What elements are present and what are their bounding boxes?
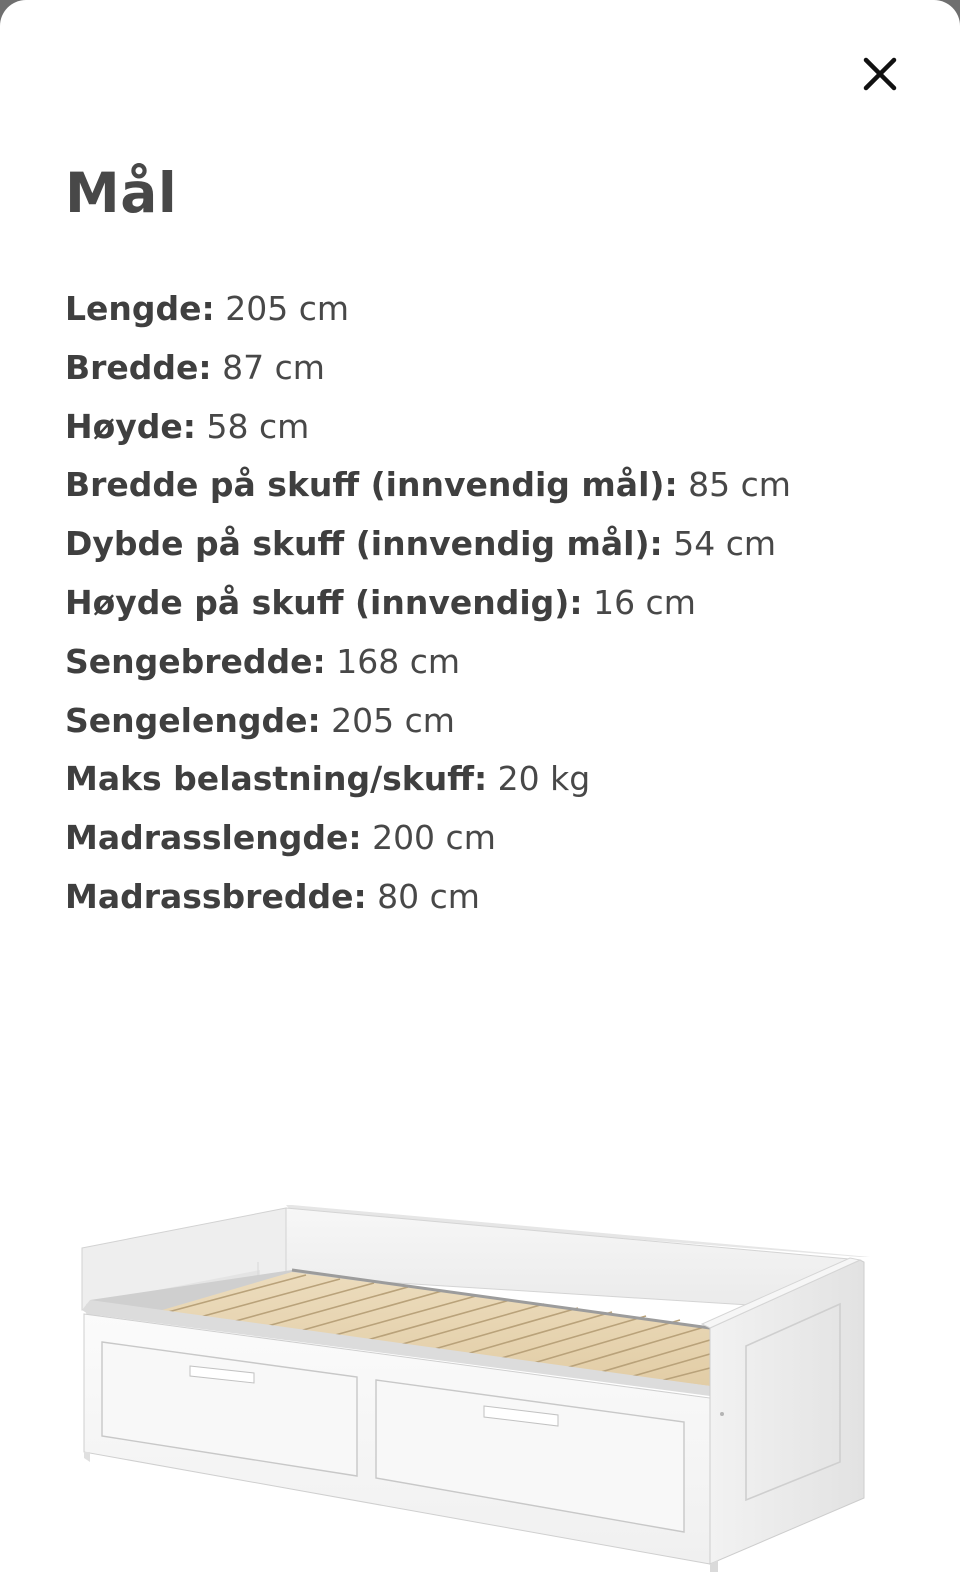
spec-label: Bredde:: [65, 347, 212, 387]
spec-label: Bredde på skuff (innvendig mål):: [65, 465, 678, 505]
spec-row: [65, 398, 791, 457]
spec-row: [65, 633, 791, 692]
spec-label: Sengebredde:: [65, 641, 326, 681]
spec-label: Høyde på skuff (innvendig):: [65, 582, 583, 622]
spec-row: [65, 339, 791, 398]
spec-value: 54 cm: [662, 524, 777, 564]
spec-row: [65, 868, 791, 927]
page-title: Mål: [65, 161, 178, 225]
spec-value: 200 cm: [361, 818, 496, 858]
spec-value: 87 cm: [211, 347, 325, 387]
spec-value: 168 cm: [325, 641, 461, 681]
spec-row: [65, 515, 791, 574]
spec-row: [65, 750, 791, 809]
spec-value: 85 cm: [677, 465, 791, 505]
spec-label: Madrasslengde:: [65, 818, 362, 858]
spec-label: Sengelengde:: [65, 700, 321, 740]
spec-value: 20 kg: [487, 759, 591, 799]
spec-label: Dybde på skuff (innvendig mål):: [65, 524, 663, 564]
spec-list: [65, 280, 791, 927]
spec-row: [65, 692, 791, 751]
spec-value: 58 cm: [196, 406, 310, 446]
daybed-product-image: [60, 1200, 900, 1593]
spec-label: Lengde:: [65, 289, 215, 328]
spec-row: [65, 809, 791, 868]
spec-label: Maks belastning/skuff:: [65, 759, 488, 799]
spec-row: [65, 574, 791, 633]
spec-value: 205 cm: [320, 700, 455, 740]
spec-label: Madrassbredde:: [65, 876, 367, 916]
spec-value: 16 cm: [582, 582, 696, 622]
spec-row: [65, 456, 791, 515]
spec-label: Høyde:: [65, 406, 197, 446]
close-icon: [860, 54, 900, 94]
close-button[interactable]: [850, 44, 910, 104]
spec-value: 80 cm: [366, 876, 480, 916]
spec-row: [65, 280, 791, 339]
spec-value: 205 cm: [214, 289, 349, 328]
